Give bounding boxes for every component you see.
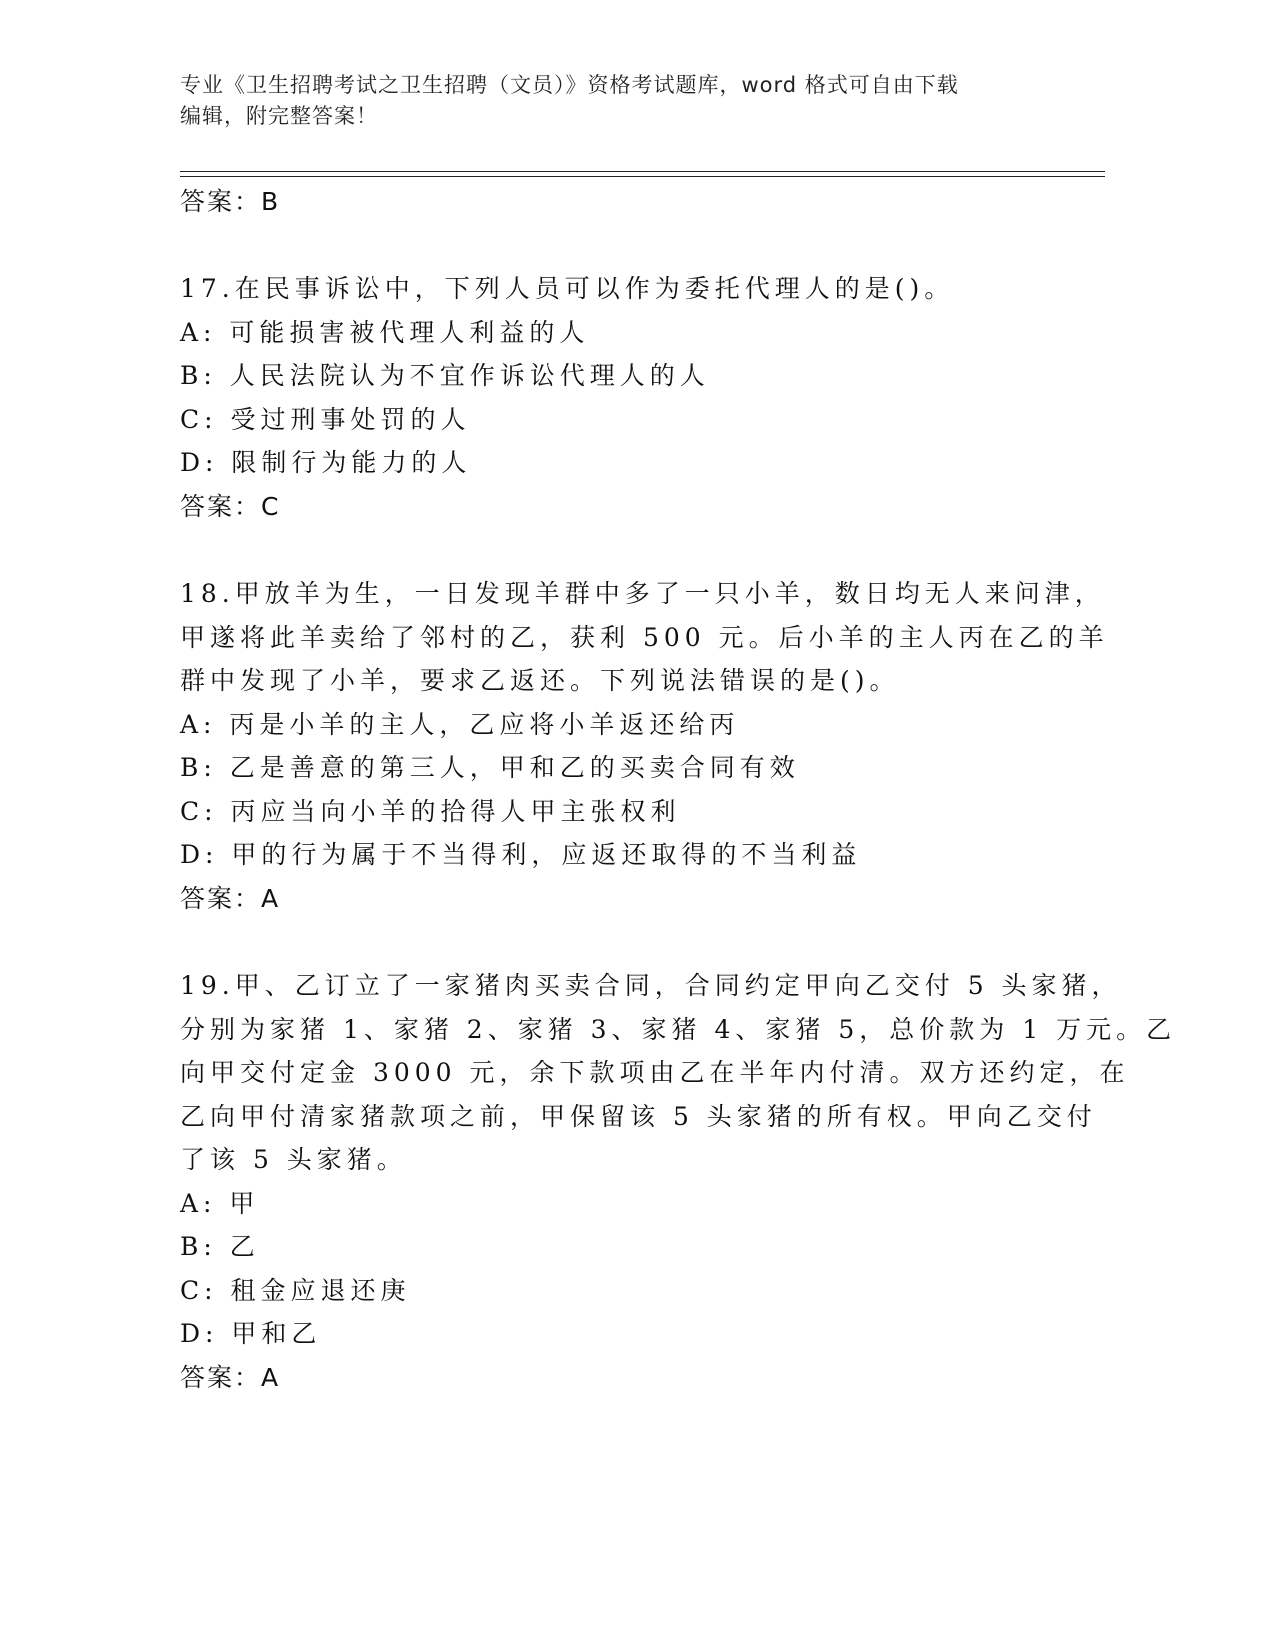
option-b: B: 人民法院认为不宜作诉讼代理人的人 <box>180 361 710 390</box>
header-line-1: 专业《卫生招聘考试之卫生招聘（文员）》资格考试题库，word 格式可自由下载 <box>180 73 959 97</box>
previous-answer <box>180 180 280 224</box>
question-stem-line: 分别为家猪 1、家猪 2、家猪 3、家猪 4、家猪 5，总价款为 1 万元。乙 <box>180 1014 1177 1044</box>
option-a: A: 可能损害被代理人利益的人 <box>180 317 590 347</box>
option-b: B: 乙是善意的第三人，甲和乙的买卖合同有效 <box>180 753 800 782</box>
option-c: C: 丙应当向小羊的拾得人甲主张权利 <box>180 796 681 826</box>
question-stem-line: 17.在民事诉讼中，下列人员可以作为委托代理人的是()。 <box>180 274 955 303</box>
question-stem-line: 甲遂将此羊卖给了邻村的乙，获利 500 元。后小羊的主人丙在乙的羊 <box>180 622 1109 652</box>
question-stem-line: 19.甲、乙订立了一家猪肉买卖合同，合同约定甲向乙交付 5 头家猪， <box>180 971 1122 1000</box>
option-a: A: 丙是小羊的主人，乙应将小羊返还给丙 <box>180 709 740 739</box>
document-header <box>180 70 1060 132</box>
question-stem-line: 18.甲放羊为生，一日发现羊群中多了一只小羊，数日均无人来问津， <box>180 579 1105 608</box>
header-rule-bottom <box>180 176 1105 177</box>
option-b: B: 乙 <box>180 1232 260 1261</box>
option-d: D: 甲的行为属于不当得利，应返还取得的不当利益 <box>180 840 862 869</box>
question-17 <box>180 267 954 528</box>
question-stem-line: 向甲交付定金 3000 元，余下款项由乙在半年内付清。双方还约定，在 <box>180 1058 1130 1087</box>
answer-label: 答案：A <box>180 883 281 913</box>
question-stem-line: 了该 5 头家猪。 <box>180 1145 407 1174</box>
question-19 <box>180 964 1176 1399</box>
header-rule-top <box>180 171 1105 172</box>
question-stem-line: 乙向甲付清家猪款项之前，甲保留该 5 头家猪的所有权。甲向乙交付 <box>180 1101 1097 1131</box>
question-stem-line: 群中发现了小羊，要求乙返还。下列说法错误的是()。 <box>180 666 900 695</box>
option-d: D: 甲和乙 <box>180 1319 322 1348</box>
option-d: D: 限制行为能力的人 <box>180 448 472 477</box>
header-line-2: 编辑，附完整答案！ <box>180 104 378 128</box>
answer-label: 答案：B <box>180 187 281 216</box>
option-a: A: 甲 <box>180 1188 260 1218</box>
answer-label: 答案：C <box>180 491 281 521</box>
answer-label: 答案：A <box>180 1362 281 1392</box>
option-c: C: 受过刑事处罚的人 <box>180 404 471 434</box>
question-18 <box>180 572 1109 920</box>
option-c: C: 租金应退还庚 <box>180 1275 411 1305</box>
